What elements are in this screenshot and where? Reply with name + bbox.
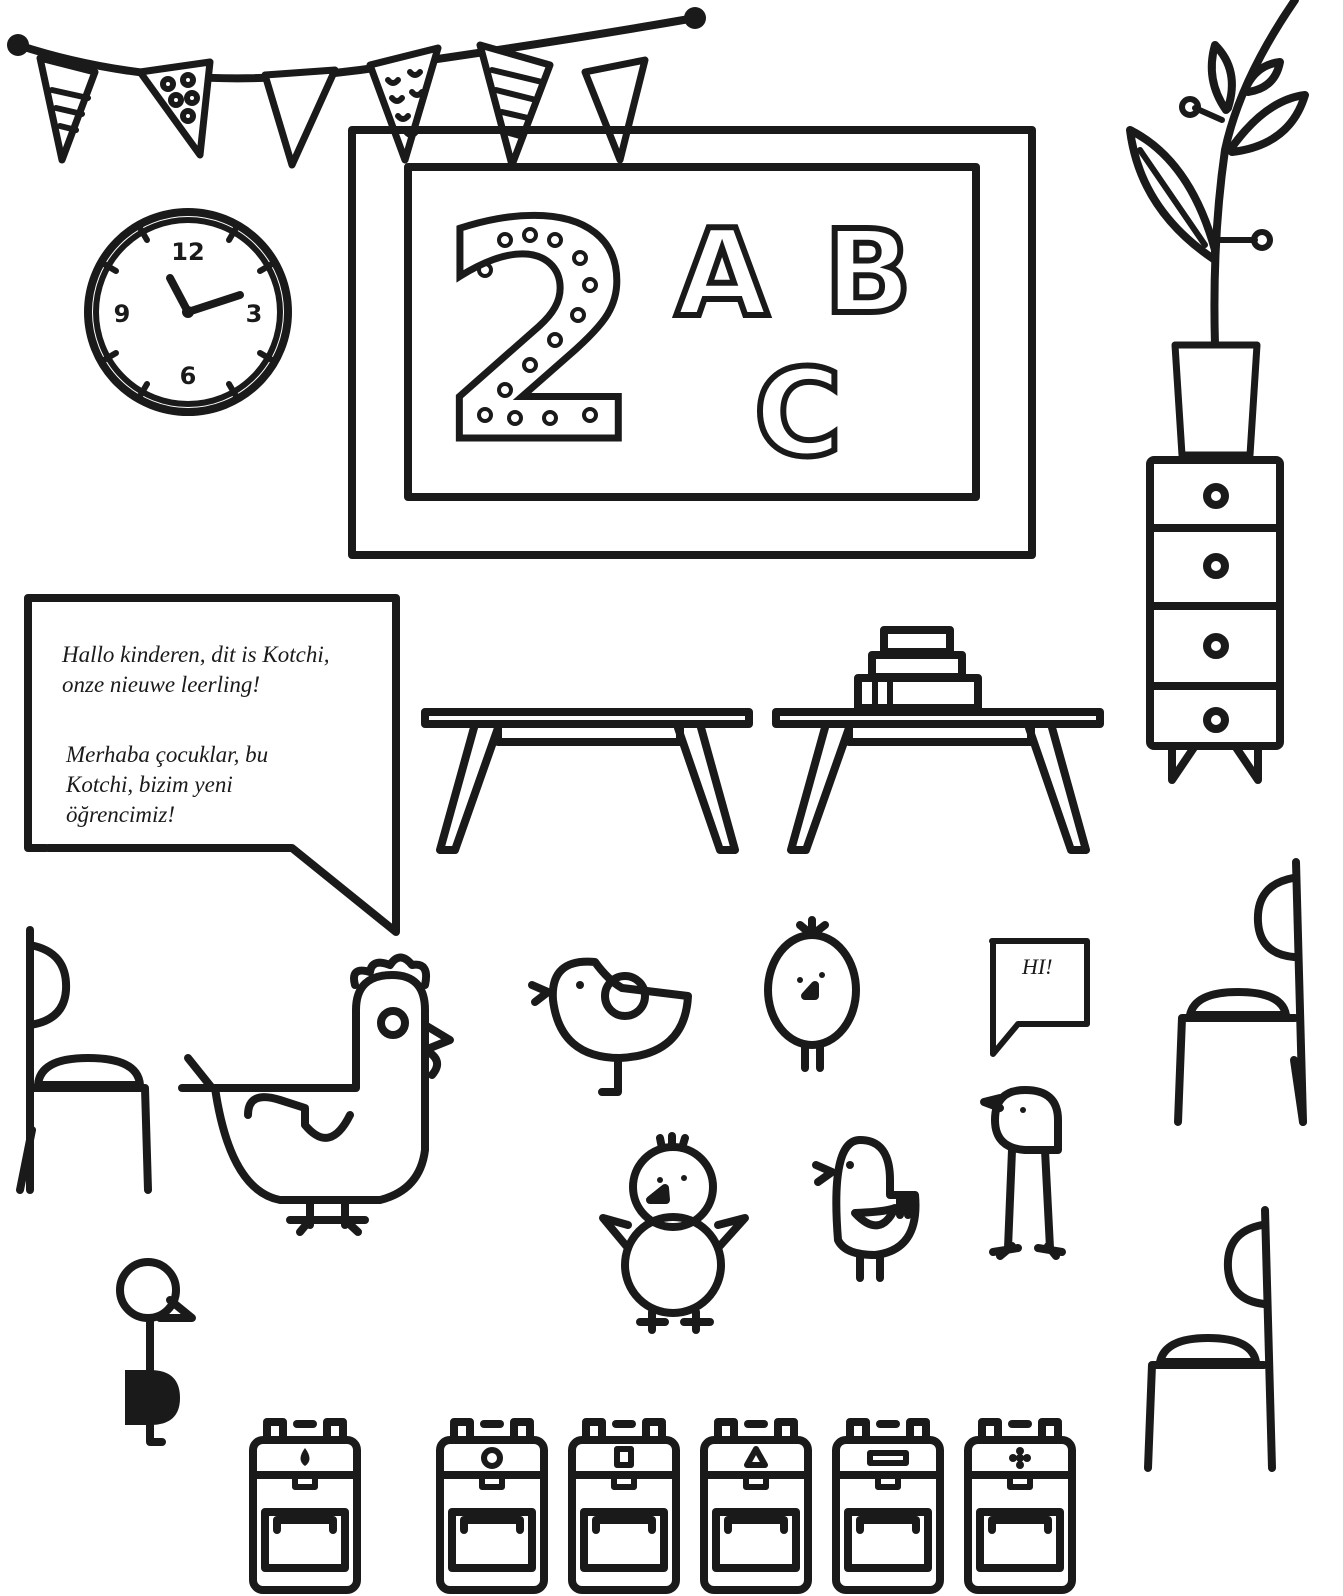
hen [182, 958, 450, 1233]
clock-number-9: 9 [113, 300, 131, 328]
chair-left [20, 930, 148, 1190]
backpacks [253, 1422, 1072, 1590]
flower-icon [1009, 1447, 1031, 1469]
triangle-icon [747, 1449, 765, 1465]
chalkboard-number: 2 [435, 160, 645, 509]
chick-laughing [816, 1140, 916, 1278]
chick-waving [603, 1136, 745, 1330]
speech-text-turkish: Merhaba çocuklar, bu Kotchi, bizim yeni öğrencimiz! [66, 742, 269, 827]
clock-number-6: 6 [179, 362, 197, 390]
pennant-3 [265, 70, 335, 165]
chalkboard-letter-b: B [824, 206, 912, 340]
backpack-bar [836, 1422, 940, 1590]
bunting-end-left [7, 34, 29, 56]
bunting [7, 7, 706, 165]
chalkboard [352, 130, 1032, 555]
pennant-6 [585, 60, 645, 160]
book-stack [858, 630, 978, 708]
pennant-2 [140, 62, 210, 155]
table-right [776, 630, 1100, 850]
speech-text-dutch: Hallo kinderen, dit is Kotchi, onze nieuwe leerling! [62, 642, 330, 697]
backpack-flower [968, 1422, 1072, 1590]
cabinet [1150, 460, 1280, 780]
speech-text-hi: HI! [1022, 954, 1053, 979]
clock-number-3: 3 [245, 300, 263, 328]
plant [1130, 0, 1305, 455]
chalkboard-letter-a: A [675, 205, 769, 344]
chair-right-bottom [1148, 1210, 1272, 1468]
backpack-triangle [704, 1422, 808, 1590]
pennant-4 [370, 48, 438, 160]
backpack-circle [440, 1422, 544, 1590]
chair-right-top [1178, 862, 1303, 1122]
drop-icon [301, 1448, 310, 1466]
clock-number-12: 12 [171, 238, 205, 266]
bird-round [532, 962, 688, 1092]
square-icon [617, 1449, 631, 1465]
bar-icon [870, 1453, 906, 1463]
chalkboard-letter-c: C [753, 345, 843, 484]
bunting-end-right [684, 7, 706, 29]
chick-egg [768, 920, 856, 1068]
bird-tall [984, 1090, 1062, 1256]
backpack-square [572, 1422, 676, 1590]
clock [88, 212, 288, 412]
pennant-5 [480, 45, 550, 165]
backpack-drop [253, 1422, 357, 1590]
circle-icon [484, 1450, 500, 1466]
bird-bottom-left [120, 1262, 192, 1442]
table-left [425, 712, 749, 850]
